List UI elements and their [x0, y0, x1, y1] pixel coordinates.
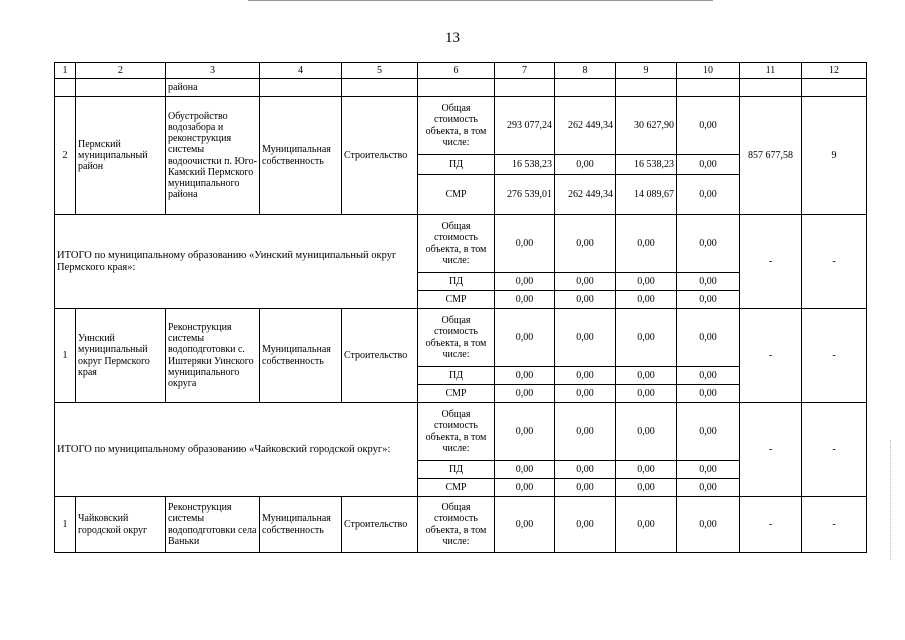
row-number: 1 [55, 309, 76, 403]
count-cell: - [802, 403, 867, 497]
cost-label: ПД [418, 461, 495, 479]
value-cell: 0,00 [495, 461, 555, 479]
value-cell: 0,00 [616, 461, 677, 479]
value-cell: 0,00 [555, 367, 616, 385]
value-cell: 0,00 [616, 403, 677, 461]
table-row [55, 309, 867, 367]
work-type-cell: Строительство [342, 309, 418, 403]
value-cell: 0,00 [495, 385, 555, 403]
header-cell: 4 [260, 63, 342, 79]
count-cell: - [802, 497, 867, 553]
value-cell: 0,00 [495, 273, 555, 291]
value-cell: 262 449,34 [555, 175, 616, 215]
header-cell: 2 [76, 63, 166, 79]
ownership-cell: Муниципальная собственность [260, 309, 342, 403]
value-cell: 0,00 [677, 155, 740, 175]
value-cell: 0,00 [616, 273, 677, 291]
value-cell: 0,00 [677, 461, 740, 479]
value-cell: 0,00 [677, 309, 740, 367]
value-cell: 0,00 [677, 273, 740, 291]
header-cell: 7 [495, 63, 555, 79]
value-cell: 16 538,23 [495, 155, 555, 175]
value-cell: 0,00 [616, 309, 677, 367]
total-title: ИТОГО по муниципальному образованию «Уинский муниципальный округ Пермского края»: [55, 215, 418, 309]
row-number: 1 [55, 497, 76, 553]
cost-label: ПД [418, 155, 495, 175]
scan-edge [890, 440, 892, 560]
cost-label: ПД [418, 367, 495, 385]
cost-label: Общая стоимость объекта, в том числе: [418, 403, 495, 461]
cost-label: СМР [418, 175, 495, 215]
ownership-cell: Муниципальная собственность [260, 97, 342, 215]
value-cell: 0,00 [677, 385, 740, 403]
cost-label: СМР [418, 385, 495, 403]
header-cell: 10 [677, 63, 740, 79]
value-cell: 0,00 [677, 291, 740, 309]
value-cell: 0,00 [677, 215, 740, 273]
total-title: ИТОГО по муниципальному образованию «Чайковский городской округ»: [55, 403, 418, 497]
value-cell: 0,00 [616, 291, 677, 309]
total-cell: - [740, 215, 802, 309]
cost-label: СМР [418, 291, 495, 309]
total-cell: - [740, 497, 802, 553]
value-cell: 0,00 [555, 497, 616, 553]
header-cell: 11 [740, 63, 802, 79]
cost-label: Общая стоимость объекта, в том числе: [418, 215, 495, 273]
value-cell: 0,00 [677, 367, 740, 385]
value-cell: 0,00 [616, 497, 677, 553]
value-cell: 0,00 [616, 479, 677, 497]
top-rule [248, 0, 713, 1]
value-cell: 0,00 [495, 215, 555, 273]
value-cell: 0,00 [677, 479, 740, 497]
ownership-cell: Муниципальная собственность [260, 497, 342, 553]
value-cell: 0,00 [495, 291, 555, 309]
municipality-cell: Чайковский городской округ [76, 497, 166, 553]
value-cell: 0,00 [677, 97, 740, 155]
value-cell: 0,00 [677, 175, 740, 215]
count-cell: - [802, 215, 867, 309]
value-cell: 14 089,67 [616, 175, 677, 215]
value-cell: 0,00 [555, 215, 616, 273]
cost-label: Общая стоимость объекта, в том числе: [418, 309, 495, 367]
object-cell: Реконструкция системы водоподготовки села Ваньки [166, 497, 260, 553]
table-row [55, 215, 867, 273]
cost-label: СМР [418, 479, 495, 497]
value-cell: 0,00 [495, 403, 555, 461]
value-cell: 0,00 [555, 273, 616, 291]
total-cell: - [740, 403, 802, 497]
header-row [55, 63, 867, 79]
value-cell: 16 538,23 [616, 155, 677, 175]
table-row [55, 97, 867, 155]
value-cell: 0,00 [495, 497, 555, 553]
value-cell: 262 449,34 [555, 97, 616, 155]
cost-label: ПД [418, 273, 495, 291]
work-type-cell: Строительство [342, 97, 418, 215]
value-cell: 0,00 [555, 385, 616, 403]
value-cell: 30 627,90 [616, 97, 677, 155]
municipality-cell: Пермский муниципальный район [76, 97, 166, 215]
value-cell: 293 077,24 [495, 97, 555, 155]
header-cell: 3 [166, 63, 260, 79]
object-cell: района [166, 79, 260, 97]
value-cell: 0,00 [677, 497, 740, 553]
row-number: 2 [55, 97, 76, 215]
value-cell: 0,00 [555, 155, 616, 175]
header-cell: 9 [616, 63, 677, 79]
value-cell: 0,00 [616, 385, 677, 403]
value-cell: 0,00 [495, 309, 555, 367]
value-cell: 0,00 [555, 403, 616, 461]
header-cell: 1 [55, 63, 76, 79]
continuation-row [55, 79, 867, 97]
object-cell: Обустройство водозабора и реконструкция системы водоочистки п. Юго-Камский Пермского муниципального района [166, 97, 260, 215]
value-cell: 276 539,01 [495, 175, 555, 215]
value-cell: 0,00 [677, 403, 740, 461]
value-cell: 0,00 [555, 461, 616, 479]
value-cell: 0,00 [495, 479, 555, 497]
budget-table [54, 62, 867, 553]
total-cell: - [740, 309, 802, 403]
value-cell: 0,00 [495, 367, 555, 385]
header-cell: 8 [555, 63, 616, 79]
value-cell: 0,00 [555, 291, 616, 309]
table-row [55, 403, 867, 461]
work-type-cell: Строительство [342, 497, 418, 553]
value-cell: 0,00 [555, 309, 616, 367]
cost-label: Общая стоимость объекта, в том числе: [418, 497, 495, 553]
value-cell: 0,00 [616, 367, 677, 385]
header-cell: 6 [418, 63, 495, 79]
total-cell: 857 677,58 [740, 97, 802, 215]
object-cell: Реконструкция системы водоподготовки с. Иштеряки Уинского муниципального округа [166, 309, 260, 403]
cost-label: Общая стоимость объекта, в том числе: [418, 97, 495, 155]
header-cell: 12 [802, 63, 867, 79]
count-cell: 9 [802, 97, 867, 215]
municipality-cell: Уинский муниципальный округ Пермского края [76, 309, 166, 403]
page-number: 13 [445, 30, 460, 46]
value-cell: 0,00 [616, 215, 677, 273]
value-cell: 0,00 [555, 479, 616, 497]
header-cell: 5 [342, 63, 418, 79]
count-cell: - [802, 309, 867, 403]
table-row [55, 497, 867, 553]
